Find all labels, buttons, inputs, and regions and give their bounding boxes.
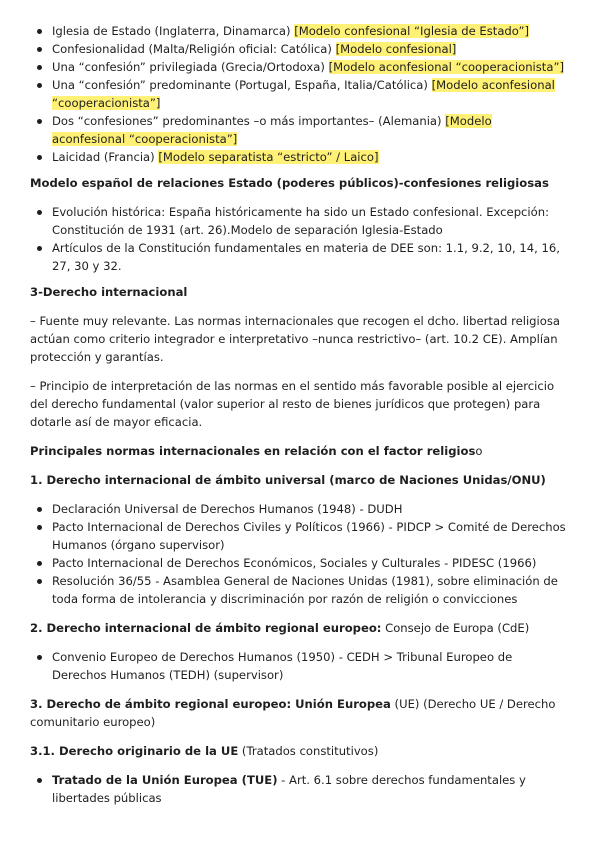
section-heading-principales-normas	[30, 442, 568, 460]
heading-bold-part: Principales normas internacionales en relación con el factor religios	[30, 444, 476, 458]
list-item: Evolución histórica: España históricamente ha sido un Estado confesional. Excepción: Constitución de 1931 (art. 26).Modelo de separación Iglesia-Estado	[30, 203, 568, 239]
universal-norms-list	[30, 500, 568, 608]
treaty-name: Tratado de la Unión Europea (TUE)	[52, 773, 278, 787]
heading-tail: (UE) (Derecho UE / Derecho comunitario europeo)	[30, 697, 556, 729]
list-item	[30, 22, 568, 40]
list-item: Pacto Internacional de Derechos Económicos, Sociales y Culturales - PIDESC (1966)	[30, 554, 568, 572]
list-item: Declaración Universal de Derechos Humanos (1948) - DUDH	[30, 500, 568, 518]
section-heading-modelo-espanol: Modelo español de relaciones Estado (poderes públicos)-confesiones religiosas	[30, 176, 549, 190]
heading-bold-part: 3.1. Derecho originario de la UE	[30, 744, 239, 758]
heading-bold-part: 3. Derecho de ámbito regional europeo: Unión Europea	[30, 697, 391, 711]
list-item	[30, 148, 568, 166]
highlighted-model: [Modelo confesional “Iglesia de Estado”]	[294, 24, 529, 38]
section-heading-union-europea	[30, 695, 568, 731]
heading-tail: (Tratados constitutivos)	[238, 744, 379, 758]
paragraph-principio: – Principio de interpretación de las normas en el sentido más favorable posible al ejercicio del derecho fundamental (valor superior al resto de bienes jurídicos que protegen) para dotarle así de mayor eficacia.	[30, 379, 555, 429]
ue-treaties-list	[30, 771, 568, 807]
highlighted-model: [Modelo confesional]	[335, 42, 457, 56]
regional-norms-list	[30, 648, 568, 684]
highlighted-model: [Modelo aconfesional “cooperacionista”]	[52, 114, 492, 146]
list-item	[30, 112, 568, 148]
section-heading-derecho-internacional: 3-Derecho internacional	[30, 285, 188, 299]
list-item: Convenio Europeo de Derechos Humanos (1950) - CEDH > Tribunal Europeo de Derechos Humanos (TEDH) (supervisor)	[30, 648, 568, 684]
heading-tail: o	[475, 444, 483, 458]
list-item: Resolución 36/55 - Asamblea General de Naciones Unidas (1981), sobre eliminación de toda forma de intolerancia y discriminación por razón de religión o convicciones	[30, 572, 568, 608]
highlighted-model: [Modelo aconfesional “cooperacionista”]	[328, 60, 564, 74]
spanish-model-list	[30, 203, 568, 275]
list-item-text: Confesionalidad (Malta/Religión oficial: Católica)	[52, 42, 336, 56]
paragraph-fuente: – Fuente muy relevante. Las normas internacionales que recogen el dcho. libertad religiosa actúan como criterio integrador e interpretativo –nunca restrictivo– (art. 10.2 CE). Amplían protección y garantías.	[30, 314, 561, 364]
highlighted-model: [Modelo aconfesional “cooperacionista”]	[52, 78, 555, 110]
list-item-text: Laicidad (Francia)	[52, 150, 159, 164]
list-item	[30, 58, 568, 76]
list-item: Artículos de la Constitución fundamentales en materia de DEE son: 1.1, 9.2, 10, 14, 16, 27, 30 y 32.	[30, 239, 568, 275]
list-item-text: Una “confesión” privilegiada (Grecia/Ortodoxa)	[52, 60, 329, 74]
confessional-models-list	[30, 22, 568, 166]
heading-tail: Consejo de Europa (CdE)	[381, 621, 530, 635]
list-item: Pacto Internacional de Derechos Civiles y Políticos (1966) - PIDCP > Comité de Derechos Humanos (órgano supervisor)	[30, 518, 568, 554]
section-heading-derecho-originario	[30, 742, 568, 760]
list-item-text: Dos “confesiones” predominantes –o más importantes– (Alemania)	[52, 114, 446, 128]
highlighted-model: [Modelo separatista “estricto” / Laico]	[158, 150, 379, 164]
list-item-text: Una “confesión” predominante (Portugal, España, Italia/Católica)	[52, 78, 432, 92]
list-item	[30, 771, 568, 807]
heading-bold-part: 2. Derecho internacional de ámbito regional europeo:	[30, 621, 382, 635]
list-item-text: Iglesia de Estado (Inglaterra, Dinamarca)	[52, 24, 295, 38]
list-item	[30, 40, 568, 58]
list-item	[30, 76, 568, 112]
section-heading-ambito-regional	[30, 619, 568, 637]
section-heading-ambito-universal: 1. Derecho internacional de ámbito universal (marco de Naciones Unidas/ONU)	[30, 473, 546, 487]
treaty-description: - Art. 6.1 sobre derechos fundamentales y libertades públicas	[52, 773, 526, 805]
